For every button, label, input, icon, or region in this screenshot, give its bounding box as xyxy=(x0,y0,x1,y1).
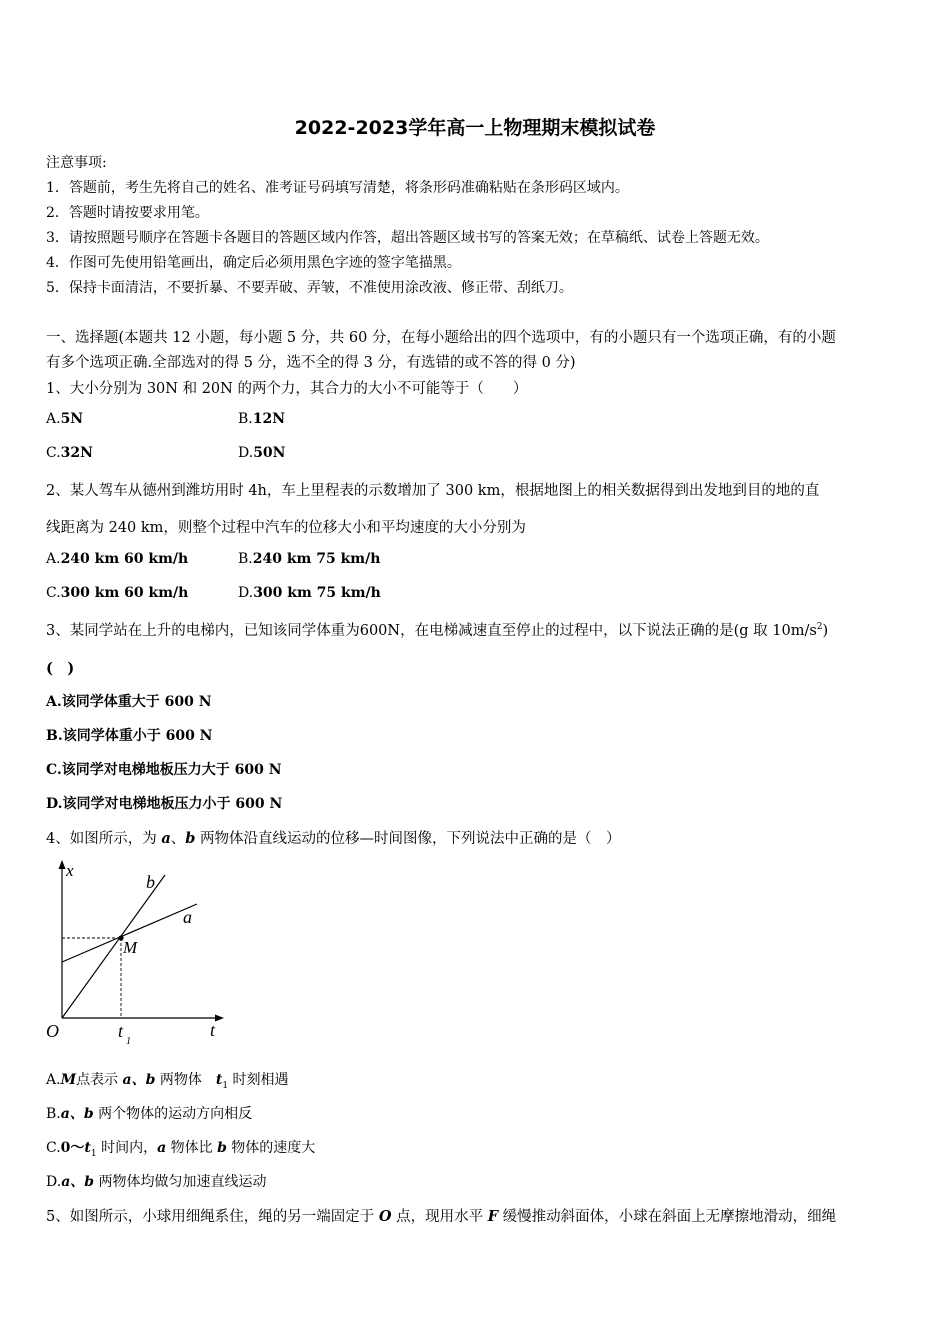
question-3-line1: 3、某同学站在上升的电梯内，已知该同学体重为600N，在电梯减速直至停止的过程中，以下说法正确的是(g 取 $10m/s^2$) xyxy=(46,622,829,639)
q3-option-c: C.该同学对电梯地板压力大于 600 N xyxy=(46,762,282,778)
question-2-line2: 线距离为 240 km，则整个过程中汽车的位移大小和平均速度的大小分别为 xyxy=(46,520,526,536)
note-item: 4．作图可先使用铅笔画出，确定后必须用黑色字迹的签字笔描黑。 xyxy=(46,255,461,271)
q1-option-d: D.50N xyxy=(238,445,286,461)
q2-option-c: C.300 km 60 km/h xyxy=(46,585,189,601)
point-m-label: M xyxy=(123,938,138,957)
t1-label: t xyxy=(118,1021,124,1041)
question-3-line2: ( ) xyxy=(46,660,75,677)
note-item: 2．答题时请按要求用笔。 xyxy=(46,205,209,221)
q1-option-c: C.32N xyxy=(46,445,93,461)
note-item: 1．答题前，考生先将自己的姓名、准考证号码填写清楚，将条形码准确粘贴在条形码区域内。 xyxy=(46,180,629,196)
q4-option-d: D.a、b 两物体均做匀加速直线运动 xyxy=(46,1174,267,1190)
x-axis-label: x xyxy=(66,861,74,880)
q2-option-a: A.240 km 60 km/h xyxy=(46,551,189,567)
question-1-stem: 1、大小分别为 30N 和 20N 的两个力，其合力的大小不可能等于（ ） xyxy=(46,381,528,397)
note-item: 5．保持卡面清洁，不要折暴、不要弄破、弄皱，不准使用涂改液、修正带、刮纸刀。 xyxy=(46,280,573,296)
q2-option-d: D.300 km 75 km/h xyxy=(238,585,381,601)
q4-option-c: $C.0\sim t_1$ 时间内，a 物体比 b 物体的速度大 xyxy=(46,1140,316,1159)
q4-option-b: B.a、b 两个物体的运动方向相反 xyxy=(46,1106,253,1122)
line-b-label: b xyxy=(146,872,155,892)
question-2-line1: 2、某人驾车从德州到潍坊用时 4h，车上里程表的示数增加了 300 km，根据地图上的相关数据得到出发地到目的地的直 xyxy=(46,483,820,499)
position-time-graph xyxy=(40,858,230,1050)
q2-option-b: B.240 km 75 km/h xyxy=(238,551,381,567)
line-b xyxy=(62,875,165,1018)
question-5-line1: 5、如图所示，小球用细绳系住，绳的另一端固定于 O 点，现用水平 F 缓慢推动斜面体，小球在斜面上无摩擦地滑动，细绳 xyxy=(46,1208,837,1225)
q3-option-a: A.该同学体重大于 600 N xyxy=(46,694,212,710)
t-axis-arrow-icon xyxy=(215,1015,224,1022)
q4-option-a: A.M点表示 a、b 两物体 $t_1$ 时刻相遇 xyxy=(46,1072,289,1091)
page-title: 2022-2023学年高一上物理期末模拟试卷 xyxy=(294,117,656,139)
q3-option-d: D.该同学对电梯地板压力小于 600 N xyxy=(46,796,283,812)
x-axis-arrow-icon xyxy=(59,860,66,869)
origin-label: O xyxy=(46,1021,59,1041)
q1-option-a: A.5N xyxy=(46,411,84,427)
section-heading-line1: 一、选择题(本题共 12 小题，每小题 5 分，共 60 分，在每小题给出的四个选项中，有的小题只有一个选项正确，有的小题 xyxy=(46,330,836,346)
t1-subscript: 1 xyxy=(126,1036,131,1047)
q3-option-b: B.该同学体重小于 600 N xyxy=(46,728,213,744)
note-item: 3．请按照题号顺序在答题卡各题目的答题区域内作答，超出答题区域书写的答案无效；在草稿纸、试卷上答题无效。 xyxy=(46,230,769,246)
t-axis-label: t xyxy=(210,1020,216,1040)
section-heading-line2: 有多个选项正确.全部选对的得 5 分，选不全的得 3 分，有选错的或不答的得 0 分) xyxy=(46,355,576,371)
q1-option-b: B.12N xyxy=(238,411,286,427)
line-a-label: a xyxy=(183,907,192,927)
question-4-stem: 4、如图所示，为 a、b 两物体沿直线运动的位移—时间图像，下列说法中正确的是（ ） xyxy=(46,830,621,847)
notes-heading: 注意事项: xyxy=(46,155,107,171)
